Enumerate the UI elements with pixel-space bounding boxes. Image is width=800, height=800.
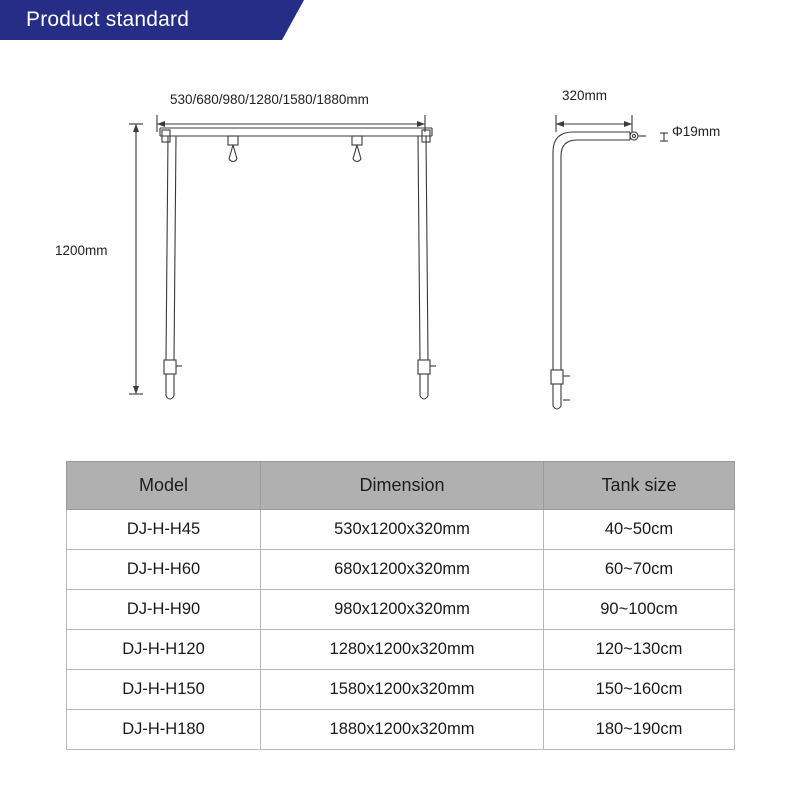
- column-header-tank-size: Tank size: [544, 462, 735, 510]
- table-header-row: [67, 462, 735, 510]
- page-title: Product standard: [26, 8, 190, 31]
- cell-dimension: 1580x1200x320mm: [261, 670, 544, 710]
- column-header-dimension: Dimension: [261, 462, 544, 510]
- specification-table: [66, 461, 735, 750]
- cell-tank-size: 180~190cm: [544, 710, 735, 750]
- cell-dimension: 1280x1200x320mm: [261, 630, 544, 670]
- cell-dimension: 680x1200x320mm: [261, 550, 544, 590]
- cell-model: DJ-H-H180: [67, 710, 261, 750]
- cell-model: DJ-H-H150: [67, 670, 261, 710]
- drawing-svg: [0, 40, 800, 450]
- depth-dimension-label: 320mm: [562, 88, 608, 103]
- cell-dimension: 1880x1200x320mm: [261, 710, 544, 750]
- table-row: [67, 510, 735, 550]
- width-dimension-label: 530/680/980/1280/1580/1880mm: [170, 92, 369, 107]
- table-row: [67, 630, 735, 670]
- cell-tank-size: 60~70cm: [544, 550, 735, 590]
- height-dimension-label: 1200mm: [55, 243, 108, 258]
- cell-tank-size: 120~130cm: [544, 630, 735, 670]
- cell-model: DJ-H-H120: [67, 630, 261, 670]
- cell-dimension: 980x1200x320mm: [261, 590, 544, 630]
- table-row: [67, 710, 735, 750]
- product-drawing: [0, 40, 800, 450]
- cell-dimension: 530x1200x320mm: [261, 510, 544, 550]
- table-row: [67, 670, 735, 710]
- cell-tank-size: 40~50cm: [544, 510, 735, 550]
- tube-diameter-label: Φ19mm: [672, 124, 721, 139]
- table-row: [67, 550, 735, 590]
- table-row: [67, 590, 735, 630]
- cell-tank-size: 90~100cm: [544, 590, 735, 630]
- cell-model: DJ-H-H45: [67, 510, 261, 550]
- cell-model: DJ-H-H60: [67, 550, 261, 590]
- cell-model: DJ-H-H90: [67, 590, 261, 630]
- header-banner: [0, 0, 282, 40]
- cell-tank-size: 150~160cm: [544, 670, 735, 710]
- column-header-model: Model: [67, 462, 261, 510]
